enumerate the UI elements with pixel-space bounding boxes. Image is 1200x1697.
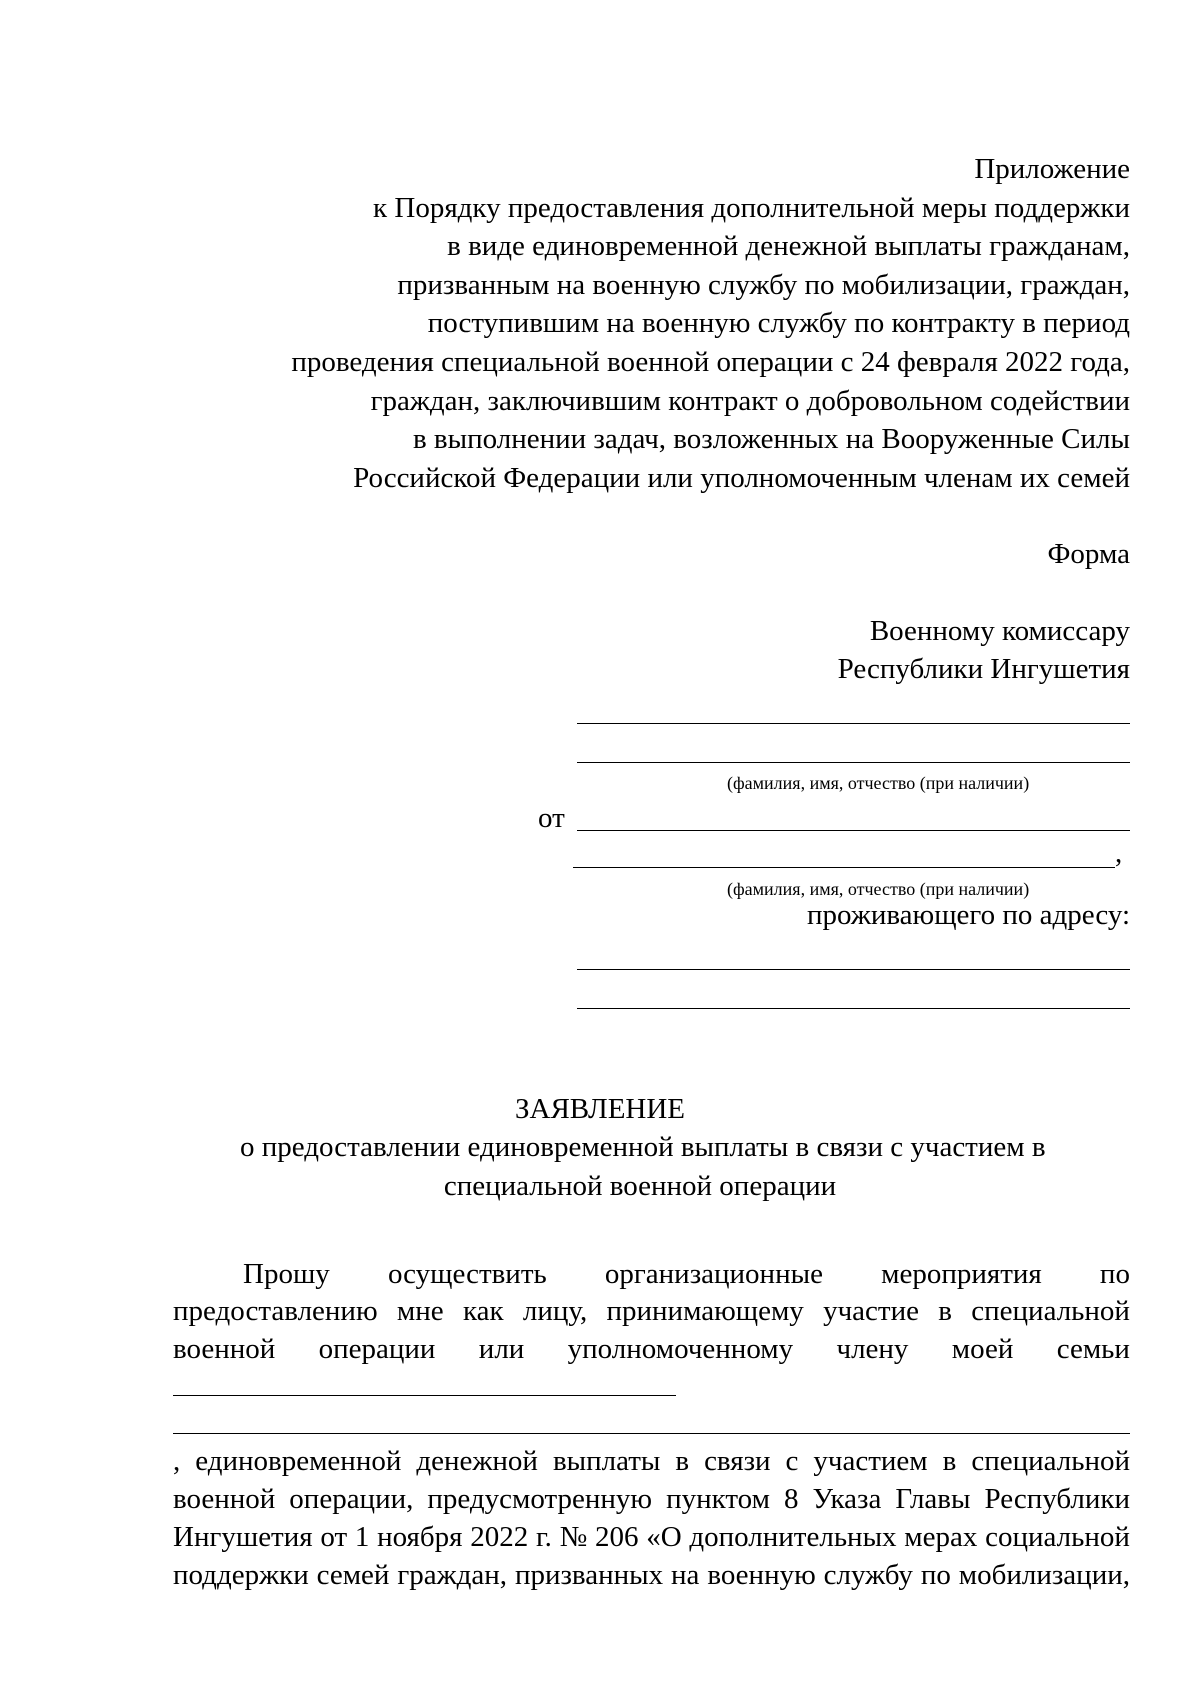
body-word: специальной xyxy=(971,1445,1130,1477)
body-word: службу xyxy=(823,1559,913,1591)
body-word: поддержки xyxy=(173,1559,309,1591)
body-word: Ингушетия xyxy=(173,1521,313,1553)
statement-subtitle xyxy=(240,1128,1046,1206)
body-word: № xyxy=(559,1521,588,1553)
body-word: военной xyxy=(173,1333,276,1365)
body-word: 1 xyxy=(354,1521,370,1553)
body-word: осуществить xyxy=(387,1258,547,1290)
appendix-line: в виде единовременной денежной выплаты гражданам, xyxy=(447,230,1130,263)
body-word: выплаты xyxy=(552,1445,661,1477)
body-word: Главы xyxy=(895,1483,971,1515)
body-word: операции, xyxy=(289,1483,414,1515)
comma-mark: , xyxy=(1115,837,1123,869)
commissar-name-field[interactable] xyxy=(577,723,1130,724)
body-line xyxy=(173,1518,1130,1556)
body-word: с xyxy=(785,1445,799,1477)
body-word: г. xyxy=(535,1521,552,1553)
appendix-line: в выполнении задач, возложенных на Вооруженные Силы xyxy=(412,423,1130,456)
body-word: Указа xyxy=(812,1483,882,1515)
body-word: единовременной xyxy=(195,1445,402,1477)
body-word: или xyxy=(478,1333,525,1365)
body-word: мероприятия xyxy=(881,1258,1042,1290)
body-word: социальной xyxy=(985,1521,1130,1553)
commissar-name-field-2[interactable] xyxy=(577,762,1130,763)
statement-subtitle-line: специальной военной операции xyxy=(443,1170,837,1202)
address-field[interactable] xyxy=(577,969,1130,970)
body-word: участием xyxy=(813,1445,928,1477)
body-word: военную xyxy=(707,1559,816,1591)
body-word: предоставлению xyxy=(173,1295,378,1327)
body-line xyxy=(243,1255,1130,1293)
statement-title: ЗАЯВЛЕНИЕ xyxy=(514,1093,686,1125)
body-word: по xyxy=(920,1559,951,1591)
body-word: операции xyxy=(318,1333,436,1365)
address-label: проживающего по адресу: xyxy=(807,899,1130,931)
body-word: организационные xyxy=(604,1258,823,1290)
body-word: в xyxy=(938,1295,952,1327)
family-member-field[interactable] xyxy=(173,1395,676,1396)
body-word: ноября xyxy=(377,1521,463,1553)
body-word: 8 xyxy=(783,1483,799,1515)
appendix-line: проведения специальной военной операции с 24 февраля 2022 года, xyxy=(291,345,1130,378)
body-word: мерах xyxy=(904,1521,978,1553)
body-word: связи xyxy=(704,1445,771,1477)
body-word: лицу, xyxy=(522,1295,588,1327)
body-line xyxy=(173,1292,1130,1330)
body-line xyxy=(173,1480,1130,1518)
body-line xyxy=(173,1330,1130,1368)
body-word: от xyxy=(320,1521,348,1553)
body-word: в xyxy=(942,1445,957,1477)
applicant-name-field-2[interactable] xyxy=(573,867,1115,868)
addressee-line: Военному комиссару xyxy=(869,615,1130,647)
body-word: военной xyxy=(173,1483,276,1515)
appendix-line: призванным на военную службу по мобилизации, граждан, xyxy=(397,268,1130,301)
body-word: Республики xyxy=(984,1483,1130,1515)
addressee-line: Республики Ингушетия xyxy=(837,653,1130,685)
body-word: дополнительных xyxy=(689,1521,897,1553)
statement-subtitle-line: о предоставлении единовременной выплаты в связи с участием в xyxy=(240,1131,1046,1163)
appendix-line: поступившим на военную службу по контракту в период xyxy=(427,307,1130,340)
addressee-block xyxy=(838,612,1130,688)
body-word: призванных xyxy=(514,1559,664,1591)
body-word: на xyxy=(671,1559,700,1591)
body-word: 206 xyxy=(594,1521,639,1553)
body-word: члену xyxy=(836,1333,909,1365)
body-word: моей xyxy=(951,1333,1014,1365)
appendix-line: граждан, заключившим контракт о добровольном содействии xyxy=(370,384,1130,417)
body-word: пунктом xyxy=(666,1483,770,1515)
body-word: мне xyxy=(396,1295,444,1327)
body-word: граждан, xyxy=(397,1559,508,1591)
family-member-field-2[interactable] xyxy=(173,1433,1130,1434)
body-word: по xyxy=(1099,1258,1130,1290)
body-word: денежной xyxy=(416,1445,538,1477)
body-word: принимающему xyxy=(606,1295,804,1327)
body-word: , xyxy=(173,1445,181,1477)
body-word: как xyxy=(462,1295,504,1327)
body-word: Прошу xyxy=(243,1258,330,1290)
fio-caption: (фамилия, имя, отчество (при наличии) xyxy=(727,773,1030,793)
appendix-line: Российской Федерации или уполномоченным членам их семей xyxy=(353,461,1130,494)
body-word: предусмотренную xyxy=(427,1483,653,1515)
from-label: от xyxy=(538,802,565,834)
body-word: специальной xyxy=(971,1295,1130,1327)
address-field-2[interactable] xyxy=(577,1008,1130,1009)
body-word: участие xyxy=(823,1295,919,1327)
form-label: Форма xyxy=(1047,538,1130,570)
body-line xyxy=(173,1442,1130,1480)
body-word: 2022 xyxy=(470,1521,529,1553)
body-word: семьи xyxy=(1056,1333,1130,1365)
body-word: «О xyxy=(646,1521,682,1553)
body-word: мобилизации, xyxy=(958,1559,1130,1591)
applicant-name-field[interactable] xyxy=(577,830,1130,831)
body-word: семей xyxy=(316,1559,390,1591)
body-word: в xyxy=(675,1445,690,1477)
body-line xyxy=(173,1556,1130,1594)
appendix-line: к Порядку предоставления дополнительной меры поддержки xyxy=(373,191,1130,224)
body-word: уполномоченному xyxy=(567,1333,794,1365)
fio-caption: (фамилия, имя, отчество (при наличии) xyxy=(727,879,1030,899)
appendix-header xyxy=(230,150,1130,497)
appendix-line: Приложение xyxy=(974,153,1130,185)
